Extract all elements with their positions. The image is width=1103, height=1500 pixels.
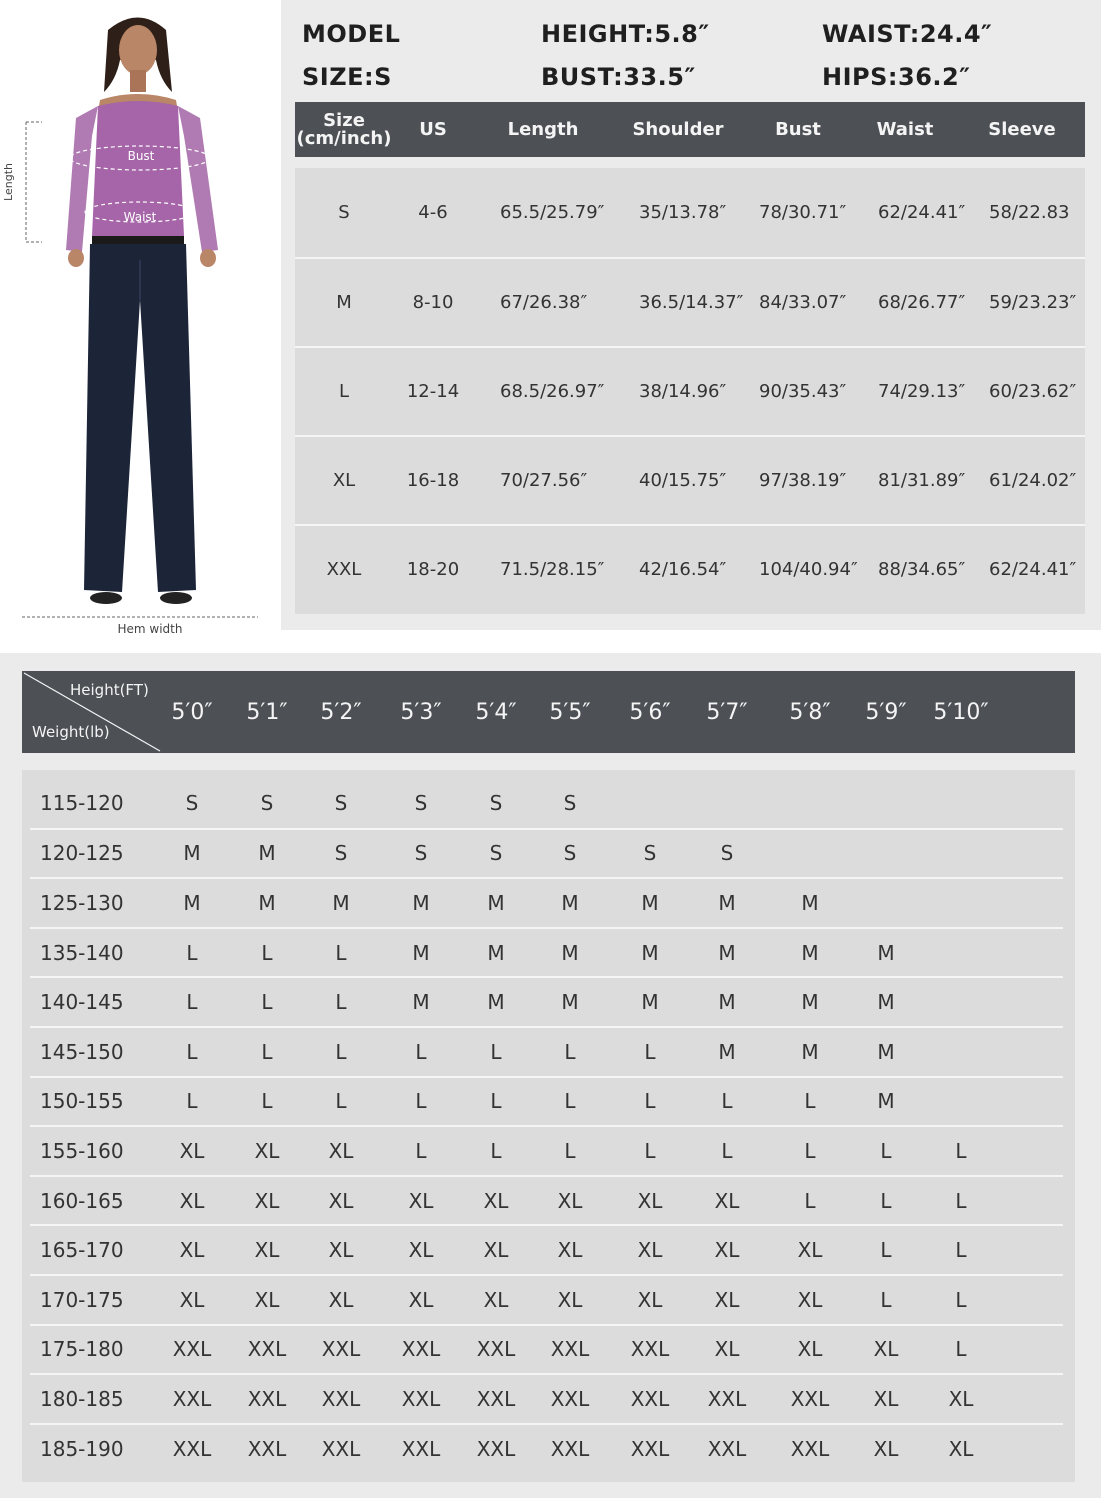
sleeve-cell: 59/23.23″: [989, 291, 1077, 313]
size-recommendation-cell: XL: [797, 1337, 823, 1362]
us-cell: 16-18: [406, 469, 460, 491]
shoulder-cell: 36.5/14.37″: [639, 291, 744, 313]
size-recommendation-cell: XL: [408, 1287, 434, 1312]
size-recommendation-cell: XL: [714, 1238, 740, 1263]
size-recommendation-cell: XXL: [247, 1436, 287, 1461]
size-recommendation-cell: XXL: [476, 1386, 516, 1411]
length-cell: 67/26.38″: [500, 291, 588, 313]
bust-cell: 104/40.94″: [759, 558, 858, 580]
size-recommendation-cell: XL: [179, 1188, 205, 1213]
size-recommendation-cell: XL: [254, 1238, 280, 1263]
size-recommendation-cell: L: [804, 1188, 816, 1213]
header-size: Size (cm/inch): [296, 109, 392, 149]
size-chart-body: [295, 168, 1085, 614]
height-axis-label: Height(FT): [70, 681, 149, 699]
weight-range: 165-170: [40, 1238, 124, 1263]
size-row: [295, 168, 1085, 256]
size-recommendation-cell: [926, 830, 996, 878]
size-recommendation-cell: XXL: [790, 1436, 830, 1461]
recommendation-row: [30, 1026, 1063, 1076]
size-recommendation-cell: XL: [254, 1138, 280, 1163]
size-recommendation-cell: S: [185, 790, 199, 815]
size-recommendation-cell: L: [261, 940, 273, 965]
size-recommendation-cell: M: [718, 990, 736, 1015]
sleeve-cell: 62/24.41″: [989, 558, 1077, 580]
size-recommendation-cell: XL: [483, 1188, 509, 1213]
weight-range: 185-190: [40, 1436, 124, 1461]
recommendation-row: [30, 1373, 1063, 1423]
size-recommendation-cell: S: [489, 841, 503, 866]
size-recommendation-cell: M: [183, 841, 201, 866]
size-recommendation-cell: XL: [483, 1238, 509, 1263]
weight-range: 170-175: [40, 1287, 124, 1312]
size-recommendation-cell: XL: [179, 1238, 205, 1263]
size-recommendation-cell: M: [412, 940, 430, 965]
sleeve-cell: 60/23.62″: [989, 380, 1077, 402]
size-recommendation-cell: L: [880, 1138, 892, 1163]
size-row: [295, 257, 1085, 345]
size-recommendation-cell: S: [334, 790, 348, 815]
size-recommendation-cell: XL: [637, 1287, 663, 1312]
model-figure: [0, 0, 270, 645]
height-header: 5′2″: [320, 699, 362, 725]
size-recommendation-cell: XL: [179, 1287, 205, 1312]
size-recommendation-cell: XXL: [401, 1337, 441, 1362]
size-recommendation-cell: M: [718, 940, 736, 965]
size-recommendation-cell: XL: [328, 1238, 354, 1263]
size-recommendation-cell: L: [335, 990, 347, 1015]
size-recommendation-cell: M: [801, 940, 819, 965]
size-recommendation-cell: M: [877, 1089, 895, 1114]
weight-range: 140-145: [40, 990, 124, 1015]
recommendation-body: [22, 770, 1075, 1482]
size-recommendation-cell: L: [415, 1138, 427, 1163]
recommendation-row: [30, 1274, 1063, 1324]
size-recommendation-cell: M: [801, 1039, 819, 1064]
size-recommendation-cell: M: [641, 990, 659, 1015]
size-recommendation-cell: [926, 778, 996, 828]
size-recommendation-cell: XXL: [476, 1337, 516, 1362]
header-us: US: [419, 118, 447, 140]
recommendation-row: [30, 1423, 1063, 1473]
header-shoulder: Shoulder: [632, 118, 724, 140]
size-recommendation-cell: XL: [873, 1386, 899, 1411]
size-recommendation-cell: XL: [179, 1138, 205, 1163]
size-recommendation-cell: XL: [714, 1188, 740, 1213]
size-recommendation-cell: S: [643, 841, 657, 866]
size-recommendation-cell: XXL: [321, 1337, 361, 1362]
length-cell: 71.5/28.15″: [500, 558, 605, 580]
height-header: 5′7″: [706, 699, 748, 725]
size-recommendation-cell: S: [334, 841, 348, 866]
bust-cell: 84/33.07″: [759, 291, 847, 313]
recommendation-row: [30, 1125, 1063, 1175]
waist-label: Waist: [123, 210, 157, 224]
size-recommendation-cell: M: [877, 990, 895, 1015]
size-recommendation-cell: XXL: [172, 1337, 212, 1362]
size-cell: XL: [332, 469, 356, 491]
weight-range: 180-185: [40, 1386, 124, 1411]
size-recommendation-cell: L: [955, 1238, 967, 1263]
size-recommendation-cell: XXL: [401, 1386, 441, 1411]
length-cell: 65.5/25.79″: [500, 201, 605, 223]
size-recommendation-cell: S: [563, 790, 577, 815]
size-cell: L: [338, 380, 350, 402]
waist-cell: 62/24.41″: [878, 201, 966, 223]
height-header: 5′9″: [865, 699, 907, 725]
size-recommendation-cell: M: [487, 940, 505, 965]
size-recommendation-cell: XL: [328, 1188, 354, 1213]
recommendation-row: [30, 1175, 1063, 1225]
model-size: SIZE:S: [302, 63, 392, 91]
size-recommendation-cell: XL: [557, 1188, 583, 1213]
recommendation-row: [30, 1224, 1063, 1274]
waist-cell: 74/29.13″: [878, 380, 966, 402]
size-recommendation-cell: L: [721, 1089, 733, 1114]
size-recommendation-cell: M: [487, 890, 505, 915]
size-row: [295, 524, 1085, 612]
size-recommendation-cell: L: [955, 1138, 967, 1163]
size-row: [295, 346, 1085, 434]
size-recommendation-cell: XL: [254, 1287, 280, 1312]
header-bust: Bust: [775, 118, 821, 140]
size-recommendation-cell: XL: [948, 1386, 974, 1411]
weight-range: 155-160: [40, 1138, 124, 1163]
model-illustration: [0, 0, 270, 645]
size-recommendation-cell: [926, 879, 996, 927]
size-recommendation-cell: XL: [408, 1238, 434, 1263]
recommendation-row: [30, 1076, 1063, 1126]
recommendation-row: [30, 927, 1063, 977]
size-recommendation-cell: L: [880, 1188, 892, 1213]
weight-range: 175-180: [40, 1337, 124, 1362]
size-recommendation-cell: XXL: [247, 1337, 287, 1362]
size-cell: XXL: [326, 558, 362, 580]
size-cell: S: [338, 201, 350, 223]
size-recommendation-cell: L: [804, 1138, 816, 1163]
size-recommendation-cell: M: [412, 890, 430, 915]
size-recommendation-cell: L: [335, 1039, 347, 1064]
shoulder-cell: 35/13.78″: [639, 201, 727, 223]
size-recommendation-cell: [851, 830, 921, 878]
recommendation-row: [30, 828, 1063, 878]
weight-range: 120-125: [40, 841, 124, 866]
size-recommendation-cell: M: [183, 890, 201, 915]
size-recommendation-cell: L: [721, 1138, 733, 1163]
waist-cell: 81/31.89″: [878, 469, 966, 491]
size-recommendation-cell: L: [335, 1089, 347, 1114]
us-cell: 4-6: [418, 201, 448, 223]
size-recommendation-cell: XXL: [321, 1386, 361, 1411]
size-recommendation-cell: L: [415, 1089, 427, 1114]
size-recommendation-cell: L: [186, 1089, 198, 1114]
size-recommendation-cell: L: [415, 1039, 427, 1064]
size-recommendation-cell: M: [332, 890, 350, 915]
weight-range: 135-140: [40, 940, 124, 965]
us-cell: 18-20: [406, 558, 460, 580]
size-recommendation-cell: XL: [714, 1337, 740, 1362]
size-recommendation-cell: S: [260, 790, 274, 815]
size-recommendation-cell: XXL: [321, 1436, 361, 1461]
size-recommendation-cell: L: [261, 1039, 273, 1064]
height-header: 5′1″: [246, 699, 288, 725]
size-recommendation-cell: XL: [254, 1188, 280, 1213]
size-recommendation-cell: L: [564, 1138, 576, 1163]
height-header: 5′10″: [933, 699, 989, 725]
size-recommendation-cell: M: [487, 990, 505, 1015]
length-label: Length: [2, 163, 15, 201]
weight-range: 125-130: [40, 890, 124, 915]
size-recommendation-cell: [926, 1028, 996, 1076]
header-length: Length: [507, 118, 579, 140]
length-cell: 68.5/26.97″: [500, 380, 605, 402]
size-recommendation-cell: L: [644, 1039, 656, 1064]
size-recommendation-cell: XXL: [550, 1436, 590, 1461]
size-recommendation-cell: XL: [948, 1436, 974, 1461]
bust-cell: 97/38.19″: [759, 469, 847, 491]
size-recommendation-cell: [926, 1078, 996, 1126]
weight-axis-label: Weight(lb): [32, 723, 110, 741]
bust-cell: 90/35.43″: [759, 380, 847, 402]
size-recommendation-cell: XXL: [172, 1436, 212, 1461]
size-recommendation-cell: XL: [714, 1287, 740, 1312]
size-recommendation-cell: L: [186, 990, 198, 1015]
size-recommendation-cell: S: [414, 790, 428, 815]
size-recommendation-cell: M: [641, 890, 659, 915]
size-recommendation-cell: XXL: [707, 1386, 747, 1411]
size-recommendation-cell: XL: [797, 1238, 823, 1263]
size-recommendation-cell: [775, 778, 845, 828]
waist-cell: 68/26.77″: [878, 291, 966, 313]
size-recommendation-cell: S: [563, 841, 577, 866]
size-recommendation-cell: [615, 778, 685, 828]
height-header: 5′8″: [789, 699, 831, 725]
weight-range: 160-165: [40, 1188, 124, 1213]
size-recommendation-cell: L: [490, 1039, 502, 1064]
size-recommendation-cell: XXL: [550, 1386, 590, 1411]
sleeve-cell: 61/24.02″: [989, 469, 1077, 491]
size-cell: M: [336, 291, 352, 313]
weight-range: 145-150: [40, 1039, 124, 1064]
model-label: MODEL: [302, 20, 401, 48]
size-recommendation-cell: XXL: [247, 1386, 287, 1411]
size-recommendation-cell: M: [412, 990, 430, 1015]
shoulder-cell: 42/16.54″: [639, 558, 727, 580]
size-recommendation-cell: [851, 778, 921, 828]
size-recommendation-cell: L: [880, 1238, 892, 1263]
size-recommendation-cell: M: [258, 890, 276, 915]
bust-label: Bust: [127, 149, 155, 163]
size-recommendation-cell: M: [641, 940, 659, 965]
size-recommendation-cell: XXL: [630, 1386, 670, 1411]
size-recommendation-cell: XL: [637, 1188, 663, 1213]
hem-width-label: Hem width: [117, 622, 183, 636]
size-recommendation-cell: L: [490, 1138, 502, 1163]
size-recommendation-cell: L: [955, 1337, 967, 1362]
size-recommendation-cell: M: [718, 890, 736, 915]
size-recommendation-cell: M: [877, 1039, 895, 1064]
height-header: 5′5″: [549, 699, 591, 725]
size-recommendation-cell: XL: [483, 1287, 509, 1312]
size-recommendation-cell: XXL: [476, 1436, 516, 1461]
height-header: 5′4″: [475, 699, 517, 725]
size-recommendation-cell: XXL: [550, 1337, 590, 1362]
size-recommendation-cell: M: [561, 890, 579, 915]
size-recommendation-cell: XXL: [172, 1386, 212, 1411]
sleeve-cell: 58/22.83: [989, 201, 1070, 223]
recommendation-row: [30, 1324, 1063, 1374]
size-recommendation-cell: [851, 879, 921, 927]
size-recommendation-cell: XL: [873, 1337, 899, 1362]
size-recommendation-cell: XL: [328, 1287, 354, 1312]
size-row: [295, 435, 1085, 523]
size-chart-header: [295, 102, 1085, 157]
model-height: HEIGHT:5.8″: [541, 20, 710, 48]
recommendation-row: [30, 877, 1063, 927]
size-recommendation-cell: L: [335, 940, 347, 965]
size-recommendation-cell: M: [718, 1039, 736, 1064]
size-recommendation-cell: L: [644, 1138, 656, 1163]
us-cell: 12-14: [406, 380, 460, 402]
header-waist: Waist: [876, 118, 934, 140]
size-recommendation-cell: M: [561, 940, 579, 965]
size-recommendation-cell: L: [644, 1089, 656, 1114]
model-hips: HIPS:36.2″: [822, 63, 971, 91]
recommendation-header: [22, 671, 1075, 753]
bust-cell: 78/30.71″: [759, 201, 847, 223]
size-recommendation-cell: XXL: [630, 1337, 670, 1362]
size-recommendation-cell: L: [880, 1287, 892, 1312]
shoulder-cell: 38/14.96″: [639, 380, 727, 402]
size-recommendation-cell: L: [490, 1089, 502, 1114]
size-recommendation-cell: XL: [557, 1287, 583, 1312]
size-recommendation-cell: [775, 830, 845, 878]
header-sleeve: Sleeve: [988, 118, 1056, 140]
size-recommendation-cell: L: [955, 1188, 967, 1213]
waist-cell: 88/34.65″: [878, 558, 966, 580]
size-recommendation-cell: XL: [557, 1238, 583, 1263]
weight-range: 115-120: [40, 790, 124, 815]
size-recommendation-cell: L: [804, 1089, 816, 1114]
size-recommendation-cell: XL: [797, 1287, 823, 1312]
size-recommendation-cell: M: [258, 841, 276, 866]
size-recommendation-cell: S: [414, 841, 428, 866]
size-recommendation-cell: L: [186, 1039, 198, 1064]
size-recommendation-cell: [926, 929, 996, 977]
us-cell: 8-10: [412, 291, 454, 313]
size-recommendation-cell: [692, 778, 762, 828]
size-recommendation-cell: XL: [328, 1138, 354, 1163]
size-recommendation-cell: L: [955, 1287, 967, 1312]
size-recommendation-cell: M: [801, 890, 819, 915]
size-recommendation-cell: L: [261, 990, 273, 1015]
size-recommendation-cell: L: [261, 1089, 273, 1114]
recommendation-row: [30, 976, 1063, 1026]
size-recommendation-cell: XL: [873, 1436, 899, 1461]
size-recommendation-cell: XXL: [790, 1386, 830, 1411]
height-header: 5′3″: [400, 699, 442, 725]
height-header: 5′6″: [629, 699, 671, 725]
size-recommendation-cell: M: [877, 940, 895, 965]
size-recommendation-cell: XXL: [707, 1436, 747, 1461]
size-recommendation-cell: L: [564, 1089, 576, 1114]
shoulder-cell: 40/15.75″: [639, 469, 727, 491]
length-cell: 70/27.56″: [500, 469, 588, 491]
size-recommendation-cell: S: [489, 790, 503, 815]
size-recommendation-cell: L: [186, 940, 198, 965]
weight-range: 150-155: [40, 1089, 124, 1114]
size-recommendation-cell: XL: [408, 1188, 434, 1213]
size-recommendation-cell: XL: [637, 1238, 663, 1263]
size-recommendation-cell: XXL: [630, 1436, 670, 1461]
recommendation-row: [30, 778, 1063, 828]
size-recommendation-cell: S: [720, 841, 734, 866]
size-recommendation-cell: XXL: [401, 1436, 441, 1461]
model-bust: BUST:33.5″: [541, 63, 696, 91]
size-recommendation-cell: [926, 978, 996, 1026]
model-waist: WAIST:24.4″: [822, 20, 993, 48]
size-recommendation-cell: M: [561, 990, 579, 1015]
height-header: 5′0″: [171, 699, 213, 725]
size-recommendation-cell: L: [564, 1039, 576, 1064]
size-recommendation-cell: M: [801, 990, 819, 1015]
